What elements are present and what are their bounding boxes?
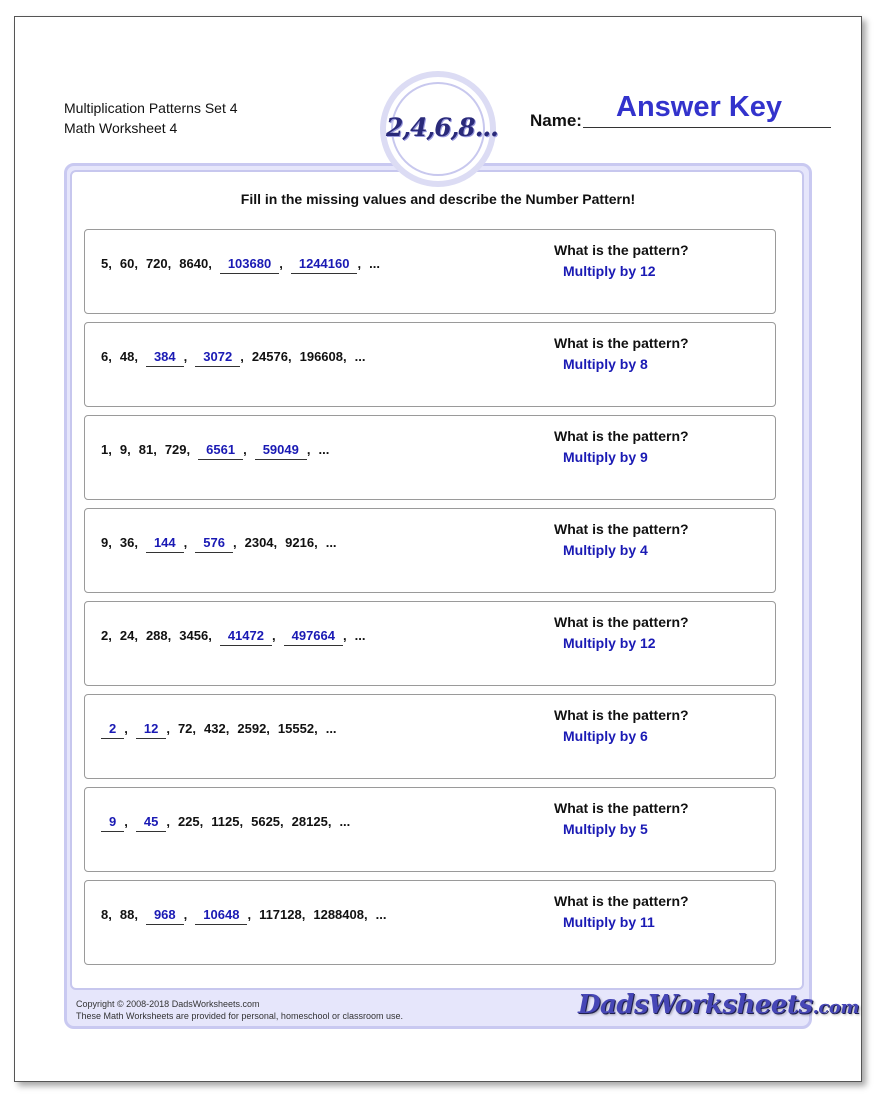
term-separator: , — [108, 349, 112, 364]
problem-8 — [84, 880, 776, 965]
sequence-term: 9 — [119, 442, 128, 457]
term-separator: , — [225, 721, 230, 736]
sequence-term: 720 — [145, 256, 168, 271]
title-line-1: Multiplication Patterns Set 4 — [64, 100, 238, 116]
logo-text: 2,4,6,8... — [386, 113, 498, 142]
sequence-term: 88 — [119, 907, 135, 922]
sequence-term: 5625 — [251, 814, 281, 829]
term-separator: , — [208, 256, 212, 271]
term-separator: , — [124, 721, 128, 736]
copyright-text: Copyright © 2008-2018 DadsWorksheets.com — [76, 999, 260, 1009]
sequence-term: ... — [325, 721, 337, 736]
term-separator: , — [192, 721, 197, 736]
answer-blank[interactable]: 576 — [195, 535, 233, 553]
sequence-term: 117128 — [259, 907, 302, 922]
sequence-term: ... — [325, 535, 337, 550]
term-separator: , — [134, 535, 138, 550]
term-separator: , — [166, 721, 170, 736]
problem-5 — [84, 601, 776, 686]
sequence-term: ... — [369, 256, 380, 271]
term-separator: , — [134, 349, 138, 364]
term-separator: , — [273, 535, 278, 550]
usage-notice: These Math Worksheets are provided for personal, homeschool or classroom use. — [76, 1011, 403, 1021]
term-separator: , — [108, 442, 112, 457]
pattern-answer[interactable]: Multiply by 11 — [563, 914, 655, 930]
answer-key-label: Answer Key — [616, 91, 783, 123]
pattern-question: What is the pattern? — [554, 800, 689, 816]
sequence-term: 24576 — [251, 349, 288, 364]
pattern-question: What is the pattern? — [554, 428, 689, 444]
answer-blank[interactable]: 6561 — [198, 442, 243, 460]
term-separator: , — [240, 349, 244, 364]
term-separator: , — [108, 535, 112, 550]
dadsworksheets-logo — [578, 990, 859, 1020]
answer-blank[interactable]: 59049 — [255, 442, 307, 460]
footer-copyright — [76, 998, 403, 1022]
answer-blank[interactable]: 12 — [136, 721, 166, 739]
term-separator: , — [279, 256, 283, 271]
sequence-term: 81 — [138, 442, 154, 457]
term-separator: , — [183, 907, 188, 922]
term-separator: , — [153, 442, 157, 457]
pattern-answer[interactable]: Multiply by 4 — [563, 542, 648, 558]
sequence-term: 2304 — [244, 535, 274, 550]
answer-blank[interactable]: 10648 — [195, 907, 247, 925]
sequence-term: ... — [339, 814, 351, 829]
sequence-term: ... — [354, 349, 366, 364]
term-separator: , — [183, 349, 188, 364]
answer-blank[interactable]: 497664 — [284, 628, 343, 646]
term-separator: , — [208, 628, 212, 643]
answer-blank[interactable]: 1244160 — [291, 256, 358, 274]
pattern-question: What is the pattern? — [554, 521, 689, 537]
answer-blank[interactable]: 45 — [136, 814, 166, 832]
worksheet-title — [64, 98, 238, 138]
answer-blank[interactable]: 144 — [146, 535, 184, 553]
number-sequence — [101, 442, 329, 460]
term-separator: , — [363, 907, 368, 922]
pattern-question: What is the pattern? — [554, 242, 689, 258]
term-separator: , — [134, 907, 138, 922]
problem-2 — [84, 322, 776, 407]
term-separator: , — [301, 907, 306, 922]
sequence-term: 2592 — [237, 721, 267, 736]
term-separator: , — [166, 814, 170, 829]
problem-4 — [84, 508, 776, 593]
term-separator: , — [108, 628, 112, 643]
term-separator: , — [343, 628, 347, 643]
term-separator: , — [271, 628, 276, 643]
term-separator: , — [108, 256, 112, 271]
term-separator: , — [314, 535, 318, 550]
name-label: Name: — [530, 111, 582, 130]
sequence-term: 9216 — [285, 535, 315, 550]
term-separator: , — [357, 256, 362, 271]
sequence-term: ... — [354, 628, 366, 643]
term-separator: , — [327, 814, 332, 829]
term-separator: , — [232, 535, 237, 550]
sequence-term: 72 — [177, 721, 193, 736]
number-sequence — [101, 256, 380, 274]
term-separator: , — [183, 535, 188, 550]
logo-suffix: .com — [812, 997, 859, 1018]
pattern-answer[interactable]: Multiply by 6 — [563, 728, 648, 744]
sequence-term: 9 — [101, 535, 109, 550]
term-separator: , — [314, 721, 318, 736]
sequence-term: 1288408 — [313, 907, 364, 922]
term-separator: , — [287, 349, 292, 364]
logo-main: DadsWorksheets — [578, 990, 813, 1020]
term-separator: , — [266, 721, 270, 736]
term-separator: , — [343, 349, 347, 364]
term-separator: , — [280, 814, 284, 829]
sequence-term: 8640 — [179, 256, 209, 271]
term-separator: , — [243, 442, 247, 457]
number-sequence — [101, 628, 365, 646]
sequence-term: 225 — [177, 814, 200, 829]
number-sequence — [101, 907, 386, 925]
answer-blank[interactable]: 384 — [146, 349, 184, 367]
sequence-term: 432 — [204, 721, 226, 736]
answer-blank[interactable]: 2 — [101, 721, 124, 739]
term-separator: , — [306, 442, 311, 457]
problem-1 — [84, 229, 776, 314]
term-separator: , — [127, 442, 131, 457]
number-sequence — [101, 349, 365, 367]
term-separator: , — [108, 907, 112, 922]
title-line-2: Math Worksheet 4 — [64, 120, 178, 136]
term-separator: , — [167, 628, 172, 643]
sequence-term: ... — [375, 907, 387, 922]
answer-blank[interactable]: 41472 — [220, 628, 272, 646]
pattern-answer[interactable]: Multiply by 5 — [563, 821, 648, 837]
sequence-term: 3456 — [179, 628, 209, 643]
number-sequence — [101, 814, 350, 832]
number-sequence — [101, 535, 337, 553]
name-line — [583, 127, 831, 128]
number-sequence — [101, 721, 337, 739]
term-separator: , — [199, 814, 204, 829]
problem-6 — [84, 694, 776, 779]
sequence-term: 48 — [119, 349, 135, 364]
term-separator: , — [239, 814, 244, 829]
term-separator: , — [186, 442, 191, 457]
term-separator: , — [247, 907, 252, 922]
pattern-answer[interactable]: Multiply by 12 — [563, 635, 656, 651]
sequence-term: 6 — [101, 349, 109, 364]
sequence-term: 196608 — [299, 349, 343, 364]
sequence-term: 15552 — [277, 721, 315, 736]
pattern-answer[interactable]: Multiply by 8 — [563, 356, 648, 372]
sequence-term: 1125 — [211, 814, 240, 829]
sequence-term: ... — [318, 442, 330, 457]
answer-blank[interactable]: 3072 — [195, 349, 240, 367]
answer-blank[interactable]: 968 — [146, 907, 184, 925]
sequence-term: 8 — [101, 907, 109, 922]
term-separator: , — [167, 256, 172, 271]
pattern-question: What is the pattern? — [554, 707, 689, 723]
pattern-question: What is the pattern? — [554, 614, 689, 630]
sequence-term: 24 — [119, 628, 135, 643]
sequence-term: 36 — [119, 535, 135, 550]
problem-7 — [84, 787, 776, 872]
pattern-question: What is the pattern? — [554, 335, 689, 351]
problem-3 — [84, 415, 776, 500]
sequence-term: 729 — [164, 442, 187, 457]
pattern-answer[interactable]: Multiply by 9 — [563, 449, 648, 465]
answer-blank[interactable]: 103680 — [220, 256, 279, 274]
term-separator: , — [134, 256, 138, 271]
answer-blank[interactable]: 9 — [101, 814, 124, 832]
sequence-term: 2 — [101, 628, 109, 643]
number-pattern-logo — [380, 71, 496, 187]
sequence-term: 288 — [145, 628, 168, 643]
pattern-answer[interactable]: Multiply by 12 — [563, 263, 656, 279]
sequence-term: 5 — [101, 256, 109, 271]
sequence-term: 1 — [101, 442, 109, 457]
sequence-term: 60 — [119, 256, 135, 271]
instructions: Fill in the missing values and describe the Number Pattern! — [240, 191, 636, 207]
term-separator: , — [124, 814, 128, 829]
pattern-question: What is the pattern? — [554, 893, 689, 909]
term-separator: , — [134, 628, 138, 643]
sequence-term: 28125 — [291, 814, 328, 829]
